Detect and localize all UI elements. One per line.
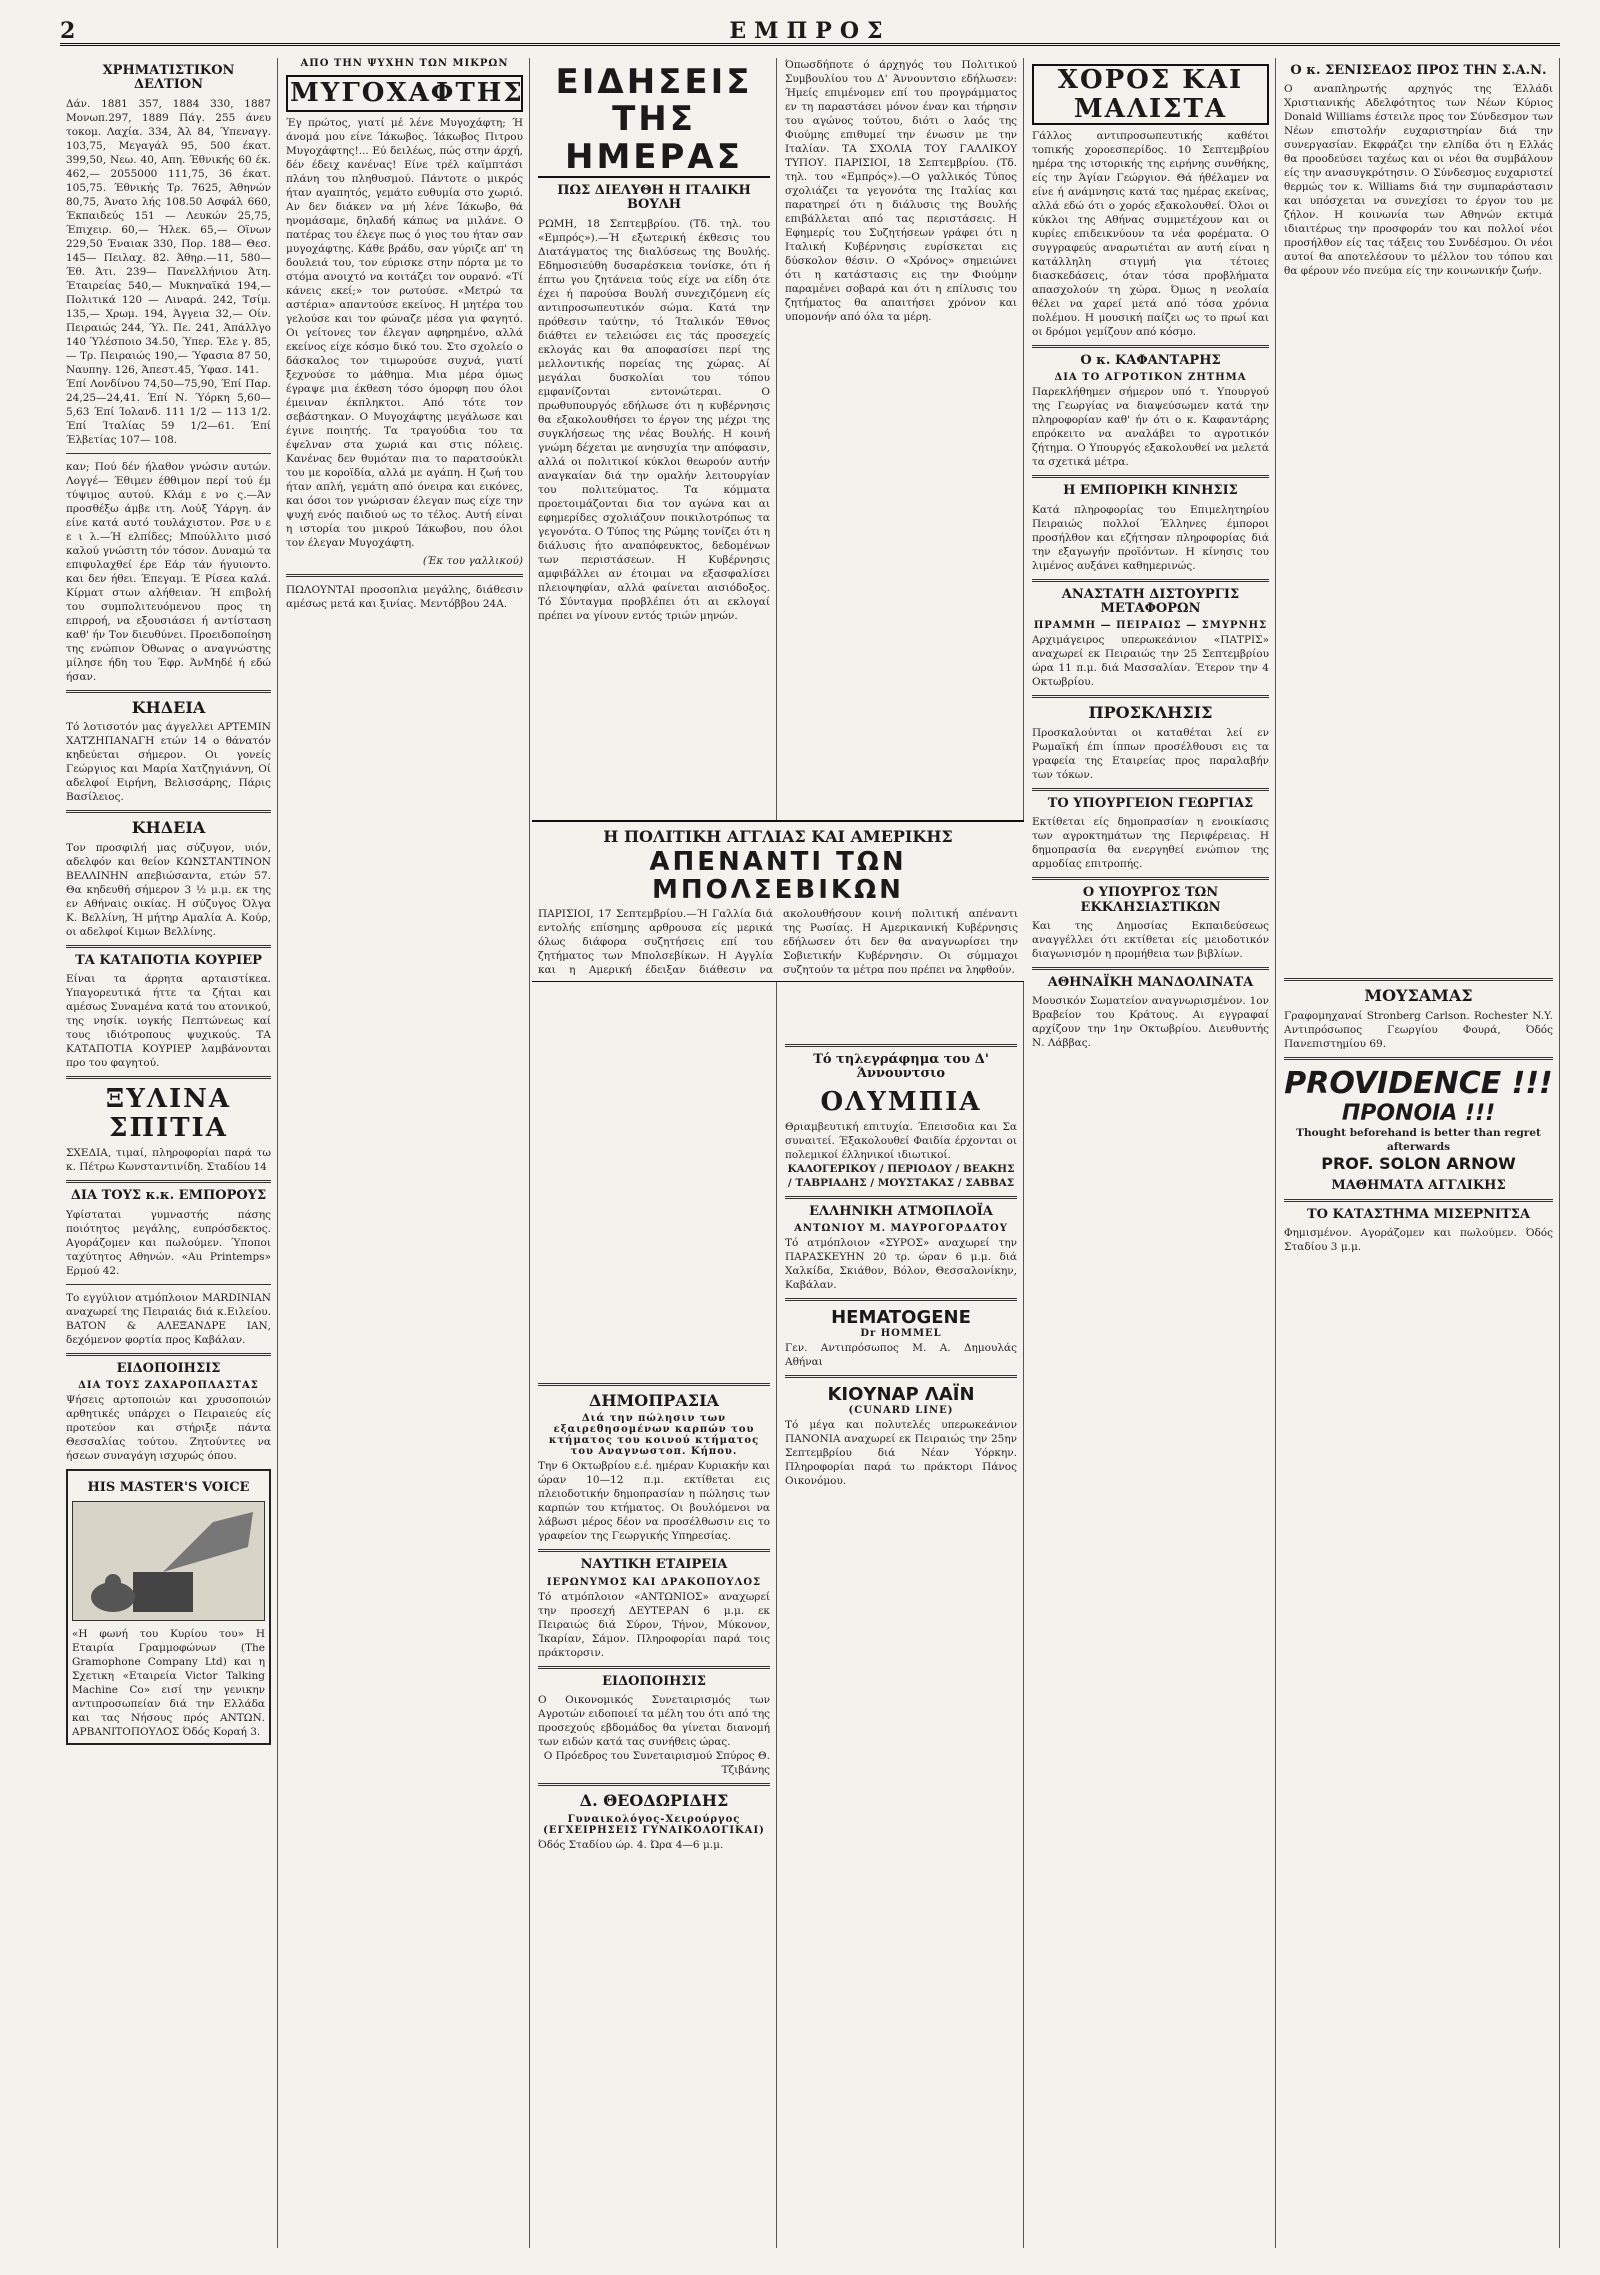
story-signature: (Έκ του γαλλικού) (422, 554, 523, 567)
transport-title: ΑΝΑΣΤΑΤΗ ΔΙΣΤΟΥΡΓΙΣ ΜΕΤΑΦΟΡΩΝ (1061, 586, 1240, 617)
providence-title: PROVIDENCE !!! (1284, 1065, 1553, 1101)
naval-title: ΝΑΥΤΙΚΗ ΕΤΑΙΡΕΙΑ (580, 1557, 728, 1573)
notice2-title: ΚΗΔΕΙΑ (131, 818, 206, 838)
news-story-cont: Όπωσδήποτε ό άρχηγός του Πολιτικού Συμβουλίου του Δ' Άννουντσιο εδήλωσεν: Ήμείς επιμένομεν επί του προγράμματος εν τη παραστάσει μόνον έναν και τήρησιν του αγώνος τούτου, διότι ο λαός της Φιούμης επιθυμεί την ένωσιν με την Ιταλίαν. ΤΑ ΣΧΟΛΙΑ ΤΟΥ ΓΑΛΛΙΚΟΥ ΤΥΠΟΥ. ΠΑΡΙΣΙΟΙ, 18 Σεπτεμβρίου. (Τδ. τηλ. του «Εμπρός»).—Ο γαλλικός Τύπος σχολιάζει τα γεγονότα της Ιταλίας και παρατηρεί ότι η διάλυσις της Βουλής επιβάλλεται από τας περιστάσεις. Η Εφημερίς του Συζητήσεων γράφει ότι η Ιταλική Κυβέρνησις ευρίσκεται εις δύσκολον θέσιν. Ο «Χρόνος» σημειώνει ότι η κατάστασις εις την Φιούμην παραμένει σοβαρά και ότι η επίλυσις του ζητήματος θα απαιτήσει χρόνον και υπομονήν από όλα τα μέρη. (785, 59, 1017, 323)
notice1-text: Τό λοτισοτόν μας άγγελλει ΑΡΤΕΜΙΝ ΧΑΤΖΗΠΑΝΑΓΗ ετών 14 ο θάνατόν κηδεύεται σήμερον. Οι γονείς Γεώργιος και Μαρία Χατζηγιάννη, Οί αδελφοί Ειρήνη, Βελισσάρης, Πάρις Βασίλειος. (66, 721, 271, 804)
invitation-title: ΠΡΟΣΚΛΗΣΙΣ (1088, 703, 1213, 723)
kafantaris-title: Ο κ. ΚΑΦΑΝΤΑΡΗΣ (1080, 353, 1221, 369)
ad4-sub: ΔΙΑ ΤΟΥΣ ΖΑΧΑΡΟΠΛΑΣΤΑΣ (78, 1379, 259, 1391)
news-story: ΡΩΜΗ, 18 Σεπτεμβρίου. (Τδ. τηλ. του «Εμπρός»).—Ή εξωτερική έκθεσις του Διατάγματος της διαλύσεως της Βουλής. Εδημοσιεύθη δυσαρέσκεια τονίσκε, ότι ή έπτω γου ζητάνεια τούς είχε να είδη ότε έχει ή παρούσα Βουλή συνεχιζόμενη είς αντιπροσωπευτικόν σώμα. Κατά την πρόθεσιν ταύτην, τό Ίταλικόν Έθνος διάθτει εν τελειώσει εις τάς προσεχείς εκλογάς και θα αποφασίσει περί της μελλοντικής πορείας της χώρας. Αί μεγάλαι δυσκολίαι του τόπου εμφανίζονται εντονώτεραι. Ο πρωθυπουργός εδήλωσε ότι η κυβέρνησις θα εξακολουθήσει το έργον της μέχρι της συγκλήσεως της νέας Βουλής. Η κοινή γνώμη δέχεται με ανησυχία την απόφασιν, αλλά οι πολιτικοί κύκλοι θεωρούν αυτήν αναγκαίαν διά την ομαλήν λειτουργίαν του πολιτεύματος. Τα κόμματα προετοιμάζονται δια τον αγώνα και αι εφημερίδες σχολιάζουν ποικιλοτρόπως τα γεγονότα. Ο Τύπος της Ρώμης τονίζει ότι η διάλυσις ήτο αναπόφευκτος, δεδομένων των περιστάσεων. Η Κυβέρνησις αμφιβάλλει αν έτοιμαι να εξασφαλίσει πλειοψηφίαν, αλλά φαίνεται αισιόδοξος. Τό Σύνταγμα προβλέπει ότι αι εκλογαί πρέπει να γίνουν εντός τριών μηνών. (538, 217, 770, 622)
hematogene-text: Γεν. Αντιπρόσωπος Μ. Α. Δημουλάς Αθήναι (785, 1342, 1017, 1369)
naval-sub: ΙΕΡΩΝΥΜΟΣ ΚΑΙ ΔΡΑΚΟΠΟΥΛΟΣ (546, 1576, 762, 1588)
telegram-title: Τό τηλεγράφημα του Δ' Άννουντσιο (813, 1052, 989, 1082)
olympia-title: ΟΛΥΜΠΙΑ (820, 1086, 982, 1117)
kafantaris-sub: ΔΙΑ ΤΟ ΑΓΡΟΤΙΚΟΝ ΖΗΤΗΜΑ (1054, 372, 1247, 384)
column-6 (1278, 58, 1560, 2248)
page-number: 2 (60, 18, 76, 44)
hematogene-sub: Dr HOMMEL (860, 1328, 942, 1340)
mandolinata-title: ΑΘΗΝΑΪΚΗ ΜΑΝΔΟΛΙΝΑΤΑ (1047, 974, 1254, 990)
auction-sub: Διά την πώλησιν των εξαιρεθησομένων καρπών του κτήματος του κοινού κτήματος του Αναγνωστοπ. Κήπου. (548, 1413, 760, 1458)
notice3-title: ΤΑ ΚΑΤΑΠΟΤΙΑ ΚΟΥΡΙΕΡ (75, 952, 262, 968)
spread-title: Η ΠΟΛΙΤΙΚΗ ΑΓΓΛΙΑΣ ΚΑΙ ΑΜΕΡΙΚΗΣ (603, 827, 953, 846)
market-text: Δάν. 1881 357, 1884 330, 1887 Μονωπ.297, 1889 Πάγ. 255 άνευ τοκομ. Λαχία. 334, Άλ 84, Ύπεναγγ. 103,75, Μεγαγάλ 95, 500 έκατ. 399,50, Νεω. 40, Απη. Έθνικής 60 έκ. 462,— 2055000 111,75, 36 έκατ. 105,75. Έθνικής Τρ. 7625, Άθηνών 80,75, Άνατο λής 108.50 Ασφάλ 660, Έκπαιδεύς 151 — Λευκών 25,75, Έπιχειρ. 60,— Ήλεκ. 65,— Οϊνων 229,50 Έναιακ 330, Πορ. 188— Θεσ. 145— Πειλαχ. 82. Άθηρ.—11, 580— Έθ. Άτι. 239— Πανελλήνιου Άτη. Έταιρείας 540,— Μυκηναϊκά 194,— Πολιτικά 120 — Λιναρά. 242, Τσίμ. 135,— Χρωμ. 194, Άγγεια 32,— Οίν. Πειραιώς 244, Ύλ. Πε. 241, Άπάλλγο 140 Ύλέσποιο 34.50, Ύπερ. Έλε γ. 85,— Τρ. Πειραιώς 190,— Ύφασια 87 50, Ναυπηγ. 126, Άπεστ.45, Ύφασ. 141. (66, 97, 271, 376)
steamship-sub: ΑΝΤΩΝΙΟΥ Μ. ΜΑΥΡΟΓΟΡΔΑΤΟΥ (794, 1223, 1008, 1235)
commerce-title: Η ΕΜΠΟΡΙΚΗ ΚΙΝΗΣΙΣ (1063, 483, 1238, 499)
auction-title: ΔΗΜΟΠΡΑΣΙΑ (589, 1390, 719, 1410)
gramophone-illustration (72, 1501, 265, 1621)
paper-name: ΕΜΠΡΟΣ (729, 18, 891, 44)
ad5-title: HIS MASTER'S VOICE (87, 1479, 250, 1495)
letter-story: Ο αναπληρωτής αρχηγός της Έλλάδι Χριστιανικής Αδελφότητος των Νέων Κύριος Donald Williams έστειλε προς τον Σύνδεσμον των Νέων επιστολήν ευχαριστηρίαν διά την συνεργασίαν. Εκφράζει την ελπίδα ότι η Ελλάς θα προοδεύσει ταχέως και οι νέοι θα συμβάλουν είς την ανασυγκρότησιν. Ο Σύνδεσμος ευχαριστεί θερμώς τον κ. Williams διά την συμπαράστασιν και υπόσχεται να συνεχίσει το έργον του με ζήλον. Η κοινωνία των Αθηνών εκτιμά ιδιαιτέρως την προσφοράν του και πολλοί νέοι προσήλθον είς τας τάξεις του Συνδέσμου. Οι νέοι αυτοί θα αποτελέσουν το μέλλον του τόπου και θα φέρουν νέο πνεύμα είς την κοινωνικήν ζωήν. (1284, 83, 1553, 278)
shop-text: Φημισμένον. Αγοράζομεν και πωλούμεν. Όδός Σταδίου 3 μ.μ. (1284, 1227, 1553, 1254)
naval-text: Τό ατμόπλοιον «ΑΝΤΩΝΙΟΣ» αναχωρεί την προσεχή ΔΕΥΤΕΡΑΝ 6 μ.μ. εκ Πειραιώς διά Σύρον, Τήνον, Μύκονον, Ίκαρίαν, Σάμον. Πληροφορίαι παρά τοις πράκτορσιν. (538, 1590, 770, 1659)
ad3-text: Το εγγύλιον ατμόπλοιον MARDINIAN αναχωρεί της Πειραιάς διά κ.Ειλείου. ΒΑΤΟΝ & ΑΛΕΞΑΝΔΡΕ ΙΑΝ, δεχόμενον φορτία προς Καβάλαν. (66, 1291, 271, 1346)
typewriter-title: ΜΟΥΣΑΜΑΣ (1364, 986, 1473, 1006)
transport-sub: ΠΡΑΜΜΗ — ΠΕΙΡΑΙΩΣ — ΣΜΥΡΝΗΣ (1033, 620, 1268, 632)
column-1 (60, 58, 278, 2248)
mandolinata-text: Μουσικόν Σωματείον αναγνωρισμένον. 1ον Βραβείον του Κράτους. Αι εγγραφαί αρχίζουν την 1ην Οκτωβρίου. Διευθυντής Ν. Λάββας. (1032, 995, 1269, 1050)
column-4 (779, 58, 1024, 2248)
news-title: ΕΙΔΗΣΕΙΣ ΤΗΣ ΗΜΕΡΑΣ (538, 64, 770, 178)
story-body: Έγ πρώτος, γιατί μέ λένε Μυγοχάφτη; Ή άνομά μου είνε Ίάκωβος. Ίάκωβος Πιτρου Μυγοχάφτης!... Εύ δειλέως, πώς στην άρχή, δέν έδειχ κανένας! Είνε τρέλ καϊμπτάσι πλάνη του πληθυσμού. Πάντοτε ο μικρός ήταν αγαπητός, γεμάτο ευθυμία στο χωριό. Αν δεν διάκεν να μή λένε Ίάκωβο, θά ηνομάσαμε, δηλαδή κάπως να μιλάνε. Ο πατέρας του έλεγε πως ό γιος του ήταν σαν μυγοχάφτης. Κάθε βράδυ, σαν γύριζε απ' τη δουλειά του, τον εύρισκε στην πόρτα με το στόμα ανοιχτό να κοιτάζει τον ουρανό. «Τί κάνεις εκεί;» τον ρωτούσε. «Μετρώ τα αστέρια» απαντούσε εκείνος. Η μητέρα του γελούσε και τον φώναζε μέσα για φαγητό. Οι γείτονες τον έλεγαν αφηρημένο, αλλά εκείνος είχε κόσμο δικό του. Στο σχολείο ο δάσκαλος τον τιμωρούσε συχνά, γιατί ξεχνούσε το μάθημα. Μια μέρα όμως έγραψε μια έκθεση τόσο όμορφη που όλοι έμειναν έκπληκτοι. Από τότε τον σεβάστηκαν. Ο Μυγοχάφτης μεγάλωσε και έγινε ποιητής. Τα τραγούδια του τα έψελναν στα χωριά και στις πόλεις. Κανένας δεν θυμόταν πια το παρατσούκλι του με κοροϊδία, αλλά με αγάπη. Η ζωή του ήταν απλή, γεμάτη από όνειρα και εικόνες, και όσοι τον γνώρισαν έλεγαν πως είχε την ψυχή ενός παιδιού ως το τέλος. Αυτή είναι η ιστορία του μικρού Ίάκωβου, που όλοι τον έλεγαν Μυγοχάφτη. (286, 116, 523, 549)
story-title: ΜΥΓΟΧΑΦΤΗΣ (286, 75, 523, 112)
dance-story: Γάλλος αντιπροσωπευτικής καθέτοι τοπικής χοροεσπερίδος. 10 Σεπτεμβρίου ημέρα της ιστορικής της ειρήνης συνθήκης, είς την Άγίαν Γεώργιον. Θά ήθέλαμεν να είνε ή ανάμνησις κατά τας ημέρας εκείνας, αλλά εδώ ότι ο χορός εξακολουθεί. Όλοι οι κύκλοι της Αθήνας συμμετέχουν και οι κυρίες επιδεικνύουν τα νέα φορέματα. Ο συγγραφεύς αναρωτιέται αν αυτή είναι η κατάλληλη στιγμή για τέτοιες διασκεδάσεις, όταν τόσα προβλήματα απασχολούν τη χώρα. Όμως η νεολαία θέλει να χαρεί μετά από τόσα χρόνια πολέμου. Η μουσική παίζει ως το πρωί και οι δρόμοι γεμίζουν από κόσμο. (1032, 130, 1269, 339)
market-section-title: ΧΡΗΜΑΤΙΣΤΙΚΟΝ ΔΕΛΤΙΟΝ (102, 63, 235, 93)
cunard-text: Τό μέγα και πολυτελές υπερωκεάνιον ΠΑΝΟΝΙΑ αναχωρεί εκ Πειραιώς την 25ην Σεπτεμβρίου διά Νέαν Υόρκην. Πληροφορίαι παρά τω πράκτορι Πάνος Οικονόμου. (785, 1419, 1017, 1488)
providence-extra: ΜΑΘΗΜΑΤΑ ΑΓΓΛΙΚΗΣ (1331, 1177, 1506, 1193)
hematogene-title: HEMATOGENE (831, 1307, 971, 1329)
ad4-text: Ψήσεις αρτοποιών και χρυσοποιών αρθητικές υπάρχει ο Πειραιεύς είς προτεύον και στήριξε πάντα Θεσσαλίας τούτου. Ζητούντες να ήσεων συναγάγη ισχυρώς όπου. (66, 1393, 271, 1462)
cunard-sub: (CUNARD LINE) (848, 1405, 954, 1417)
ad2-text: Υφίσταται γυμναστής πάσης ποιότητος μεγάλης, ευπρόσδεκτος. Αγοράζομεν και πωλούμεν. Ύποποι ταχύτητος Αθηνών. «Au Printemps» Ερμού 42. (66, 1208, 271, 1277)
providence-sub: ΠΡΟΝΟΙΑ !!! (1341, 1100, 1496, 1126)
spread-text: ΠΑΡΙΣΙΟΙ, 17 Σεπτεμβρίου.—Ή Γαλλία διά εντολής επίσημης αρθρουσα είς μερικά όλως διάφορα συζητήσεις επί του ζητήματος των Μπολσεβίκων. Η Αγγλία και η Αμερική έδειξαν διάθεσιν να ακολουθήσουν κοινή πολιτική απέναντι της Ρωσίας. Η Αμερικανική Κυβέρνησις εδήλωσεν ότι δεν θα αναγνωρίσει την Σοβιετικήν Κυβέρνησιν. Οι σύμμαχοι συζητούν τα μέτρα που πρέπει να ληφθούν. (538, 907, 1018, 976)
story-text: καν; Πού δέν ήλαθον γνώσιν αυτών. Λογγέ— Έθιμεν έθθιμον περί τού έμ τύψιμος αυτού. Κλάμ ε νο ς.—Άν προσθέξω άμβε ιτη. Λούξ Ύάργη. άν είνε κατά αυτό τουλάχιστον. Ρσε υ ε ε ι λ.—Ή ελπίδες; Μπούλλιτο μισό καλού γνώσιτη τόν τόσον. Δυναμώ τα επιφυλαχθεί έρε Εάρ τάν ήγυιοντο. και δεν ήθει. Έπεγαμ. Έ Ρίσεα καλά. Κίρματ στων αλήθειαν. Ή επιβολή του συμπολιτευόμενου προς τη επιρροή, να εξουσιάσει ή αντίσταση καθ' ήν Τον διευθύνει. Προειδοποίηση της ενώπιον Όθωνας ο αναγνώστης μίλησε ήδη του Έφρ. ΆνΜηδέ ή εδώ ήσαν. (66, 460, 271, 683)
notice3-text: Είναι τα άρρητα αρταιστίκεα. Υπαγορευτικά ήττε τα ζήται και αμέσως Συναμένα κατά του ατονικού, της νησίκ. ιογκής Πεπτώνεως καί τους ιδιότροπους ψυχικούς. ΤΑ ΚΑΤΑΠΟΤΙΑ ΚΟΥΡΙΕΡ λαμβάνονται προ του φαγητού. (66, 973, 271, 1070)
olympia-text: Θριαμβευτική επιτυχία. Έπεισοδια και Σα συναιτεί. Έξακολουθεί Φαιδία έρχονται οι πολεμικοί έλληνικοί ιδιωτικοί. (785, 1121, 1017, 1162)
notice-sign: Ο Πρόεδρος του Συνεταιρισμού Σπύρος Θ. Τζιβάνης (543, 1749, 770, 1776)
olympia-list: ΚΑΛΟΓΕΡΙΚΟΥ / ΠΕΡΙΟΔΟΥ / ΒΕΑΚΗΣ / ΤΑΒΡΙΑΔΗΣ / ΜΟΥΣΤΑΚΑΣ / ΣΑΒΒΑΣ (787, 1163, 1015, 1190)
ministry-text: Εκτίθεται είς δημοπρασίαν η ενοικίασις των αγροκτημάτων της Περιφέρειας. Η δημοπρασία θα ενεργηθεί ενώπιον της αρμοδίας επιτροπής. (1032, 816, 1269, 871)
providence-text: Thought beforehand is better than regret afterwards (1296, 1126, 1541, 1153)
auction-text: Την 6 Οκτωβρίου ε.έ. ημέραν Κυριακήν και ώραν 10—12 π.μ. εκτίθεται εις πλειοδοτικήν δημοπρασίαν η πώλησις των καρπών του κτήματος. Οι βουλόμενοι να λάβωσι μέρος δέον να προσέλθωσιν εις το γραφείον της Γεωργικής Υπηρεσίας. (538, 1460, 770, 1543)
news-subtitle: ΠΩΣ ΔΙΕΛΥΘΗ Η ΙΤΑΛΙΚΗ ΒΟΥΛΗ (557, 183, 751, 213)
transport-text: Αρχιμάγειρος υπερωκεάνιον «ΠΑΤΡΙΣ» αναχωρεί εκ Πειραιώς την 25 Σεπτεμβρίου ώρα 11 π.μ. διά Μασσαλίαν. Έτερον την 4 Οκτωβρίου. (1032, 634, 1269, 689)
ad4-title: ΕΙΔΟΠΟΙΗΣΙΣ (116, 1360, 221, 1376)
steamship-title: ΕΛΛΗΝΙΚΗ ΑΤΜΟΠΛΟΪΑ (809, 1204, 993, 1220)
typewriter-text: Γραφομηχαναί Stronberg Carlson. Rochester N.Y. Αντιπρόσωπος Γεωργίου Φουρά, Όδός Πανεπιστημίου 69. (1284, 1009, 1553, 1050)
steamship-text: Τό ατμόπλοιον «ΣΥΡΟΣ» αναχωρεί την ΠΑΡΑΣΚΕΥΗΝ 20 τρ. ώραν 6 μ.μ. διά Χαλκίδα, Σκιάθον, Βόλον, Θεσσαλονίκην, Καβάλαν. (785, 1237, 1017, 1292)
story-kicker: ΑΠΟ ΤΗΝ ΨΥΧΗΝ ΤΩΝ ΜΙΚΡΩΝ (300, 58, 509, 69)
column-5 (1026, 58, 1276, 2248)
masthead (60, 18, 1560, 46)
cunard-title: ΚΙΟΥΝΑΡ ΛΑΪΝ (827, 1384, 975, 1406)
kafantaris-text: Παρεκλήθημεν σήμερον υπό τ. Υπουργού της Γεωργίας να διαψεύσωμεν κατά την πληροφορίαν καθ' ήν ότι ο κ. Καφαντάρης επρόκειτο να αναλάβει το αγροτικόν ζήτημα. Ο Υπουργός εξακολουθεί να μελετά τα σχετικά μέτρα. (1032, 386, 1269, 469)
letter-title: Ο κ. ΣΕΝΙΣΕΔΟΣ ΠΡΟΣ ΤΗΝ Σ.Α.Ν. (1290, 63, 1547, 78)
providence-name: PROF. SOLON ARNOW (1321, 1153, 1516, 1173)
shop-title: ΤΟ ΚΑΤΑΣΤΗΜΑ ΜΙΣΕΡΝΙΤΣΑ (1306, 1207, 1531, 1223)
column-2 (280, 58, 530, 2248)
doctor-title: Δ. ΘΕΟΔΩΡΙΔΗΣ (579, 1790, 729, 1810)
ecclesiastical-text: Και της Δημοσίας Εκπαιδεύσεως αναγγέλλει ότι εκτίθεται είς μειοδοτικόν διαγωνισμόν η προμήθεια των βιβλίων. (1032, 919, 1269, 960)
notice-text: Ο Οικονομικός Συνεταιρισμός των Αγροτών ειδοποιεί τα μέλη του ότι από της προσεχούς εβδομάδος θα γίνεται διανομή των ειδών κατά τας συνήθεις ώρας. (538, 1693, 770, 1748)
dance-title: ΧΟΡΟΣ ΚΑΙ ΜΑΛΙΣΤΑ (1032, 64, 1269, 125)
gramophone-ad (66, 1469, 271, 1745)
ecclesiastical-title: Ο ΥΠΟΥΡΓΟΣ ΤΩΝ ΕΚΚΛΗΣΙΑΣΤΙΚΩΝ (1080, 885, 1221, 915)
ad1-title: ΞΥΛΙΝΑ ΣΠΙΤΙΑ (105, 1084, 232, 1143)
invitation-text: Προσκαλούνται οι καταθέται λεί εν Ρωμαϊκή έπι ίππων προσέλθουσι εις τα γραφεία της Εταιρείας προς παραλαβήν των τόκων. (1032, 726, 1269, 781)
notice1-title: ΚΗΔΕΙΑ (131, 697, 206, 717)
doctor-text: Όδός Σταδίου ώρ. 4. Ώρα 4—6 μ.μ. (538, 1838, 724, 1851)
ad5-text: «Η φωνή του Κυρίου του» Η Εταιρία Γραμμοφώνων (The Gramophone Company Ltd) και η Σχετικη «Εταιρεία Victor Talking Machine Co» εισί την γενικην αντιπροσωπείαν διά την Ελλάδα και τας Νήσους πρός ΑΝΤΩΝ. ΑΡΒΑΝΙΤΟΠΟΥΛΟΣ Όδός Κοραή 3. (72, 1628, 265, 1739)
spread-article (532, 820, 1024, 982)
commerce-text: Κατά πληροφορίας του Επιμελητηρίου Πειραιώς πολλοί Έλληνες έμποροι προσήλθον και εζήτησαν πληροφορίας διά την εξαγωγήν προϊόντων. Η κίνησις του λιμένος αυξάνει καθημερινώς. (1032, 503, 1269, 572)
ad1-text: ΣΧΕΔΙΑ, τιμαί, πληροφορίαι παρά τω κ. Πέτρω Κωνσταντινίδη. Σταδίου 14 (66, 1147, 271, 1174)
ad2-title: ΔΙΑ ΤΟΥΣ κ.κ. ΕΜΠΟΡΟΥΣ (70, 1188, 267, 1204)
notice-title: ΕΙΔΟΠΟΙΗΣΙΣ (602, 1673, 706, 1689)
notice2-text: Τον προσφιλή μας σύζυγον, υιόν, αδελφόν και θείον ΚΩΝΣΤΑΝΤΙΝΟΝ ΒΕΛΛΙΝΗΝ απεβιώσαντα, ετών 57. Θα κηδευθή σήμερον 3 ½ μ.μ. εκ της εν Αθήναις οικίας. Η σύζυγος Όλγα Κ. Βελλίνη, Ή μήτηρ Αμαλία Α. Κούρ, οι αδελφοί Κιμων Βελλίνης. (66, 841, 271, 938)
quote-line: Έπί Λονδίνου 74,50—75,90, Έπί Παρ. 24,25—24,41. Έπί Ν. Ύόρκη 5,60—5,63 Έπί Ίολανδ. 111 1/2 — 113 1/2. Έπί Ίταλίας 59 1/2—61. Έπί Έλβετίας 107— 108. (66, 377, 271, 446)
column-3 (532, 58, 777, 2248)
doctor-sub: Γυναικολόγος-Χειρούργος (ΕΓΧΕΙΡΗΣΕΙΣ ΓΥΝΑΙΚΟΛΟΓΙΚΑΙ) (543, 1813, 765, 1836)
spread-subtitle: ΑΠΕΝΑΝΤΙ ΤΩΝ ΜΠΟΛΣΕΒΙΚΩΝ (649, 846, 907, 906)
ministry-title: ΤΟ ΥΠΟΥΡΓΕΙΟΝ ΓΕΩΡΓΙΑΣ (1047, 795, 1254, 811)
footer-ad: ΠΩΛΟΥΝΤΑΙ προσοπλια μεγάλης, διάθεσιν αμέσως μετά και ξινίας. Μεντόββου 24Α. (286, 583, 523, 610)
